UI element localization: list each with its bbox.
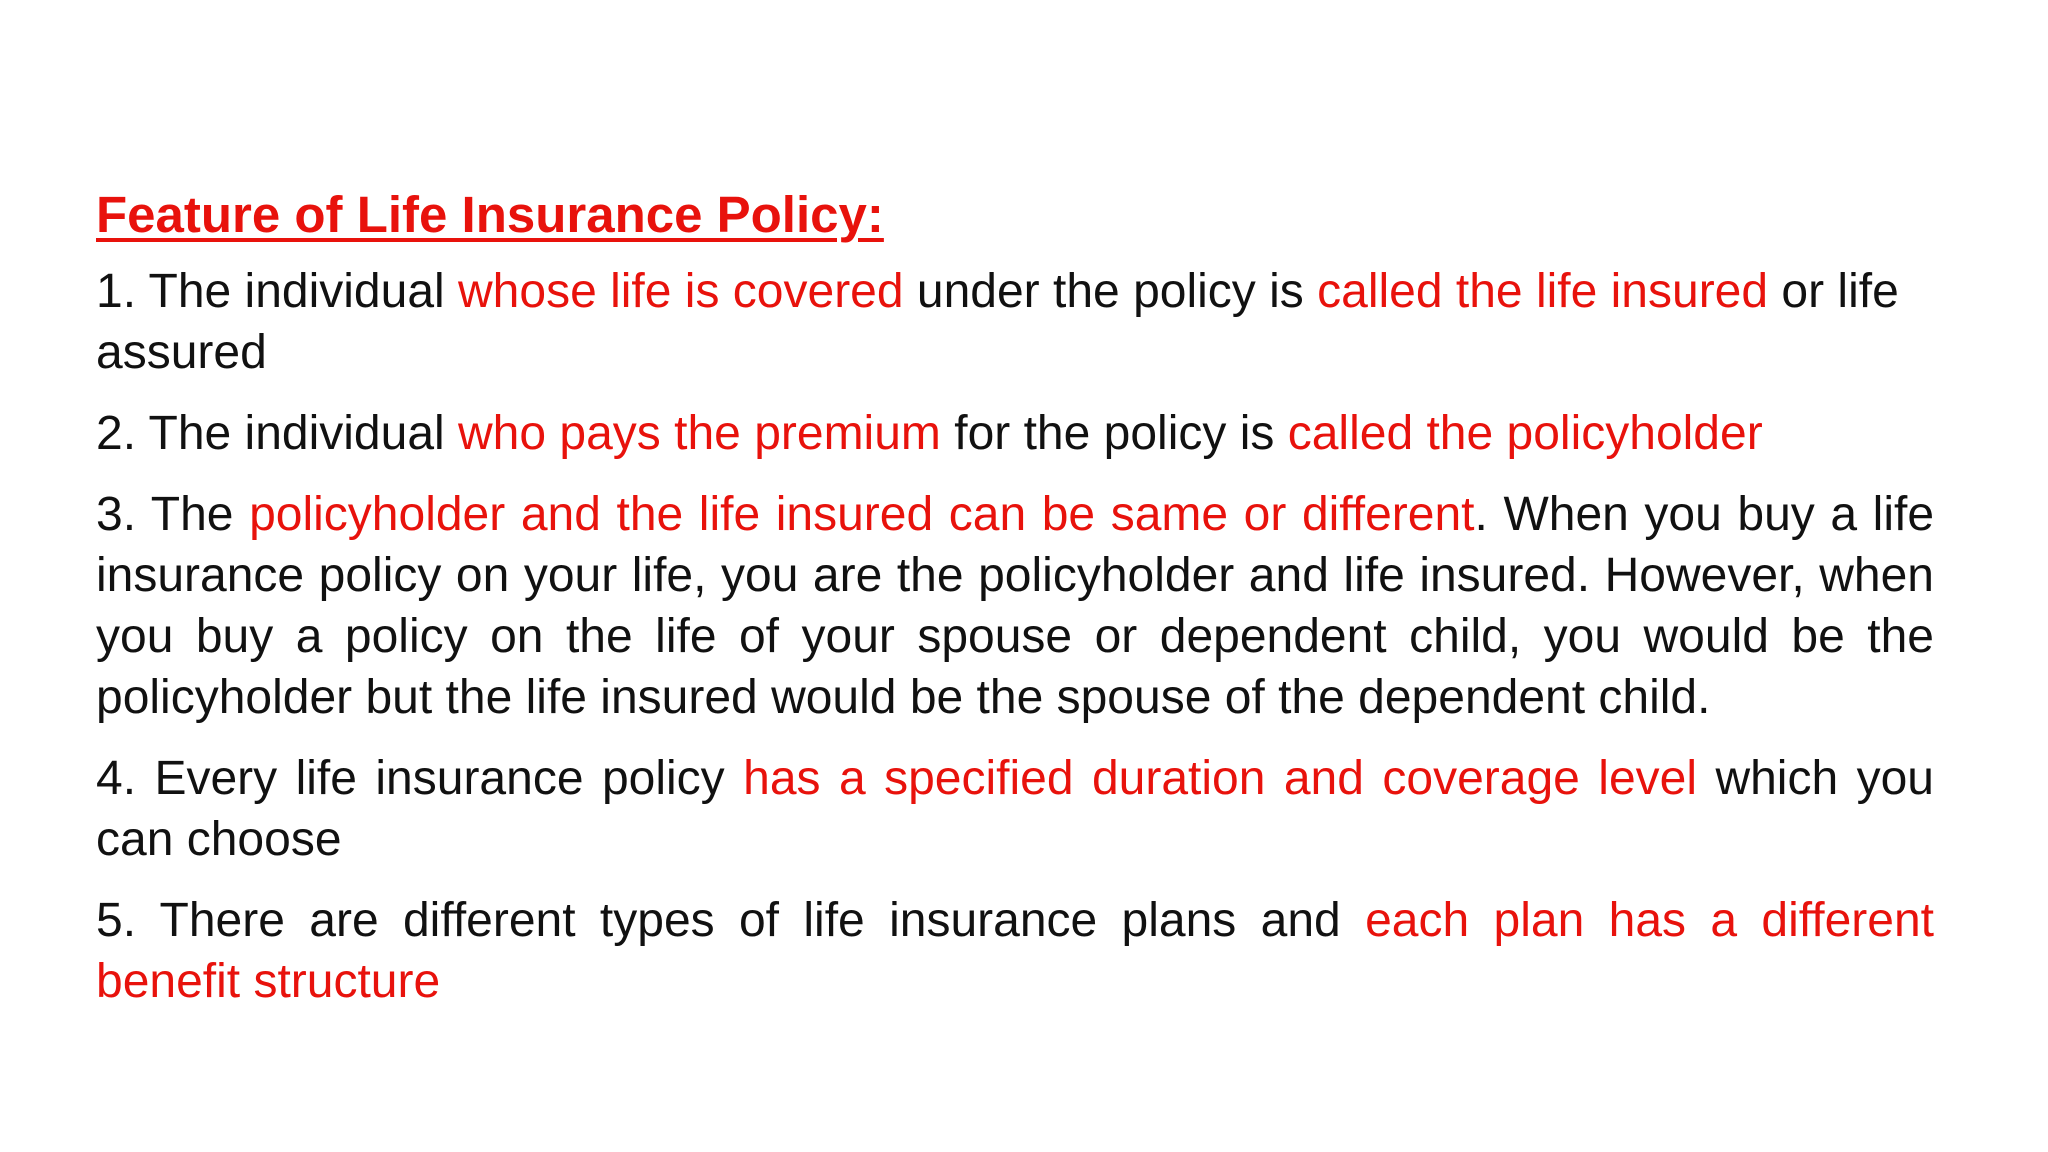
point-number: 2. [96,407,149,461]
point-text: or life assured [96,265,1899,380]
point-text: for the policy is [940,407,1288,461]
slide-content [96,184,1934,1032]
point-2 [96,403,1934,464]
point-highlight: has a specified duration and coverage level [743,752,1698,806]
point-1 [96,261,1934,383]
point-text: There are different types of life insurance plans and [159,894,1366,948]
point-text: which you can choose [96,752,1934,867]
point-text: The individual [148,265,459,319]
point-number: 5. [96,894,160,948]
point-highlight: policyholder and the life insured can be same or different [249,488,1475,542]
point-highlight: each plan has a different benefit structure [96,894,1934,1009]
point-highlight: whose life is covered [458,265,904,319]
point-text: under the policy is [903,265,1318,319]
point-highlight: called the life insured [1317,265,1769,319]
point-text: . When you buy a life insurance policy on your life, you are the policyholder and life insured. However, when you buy a policy on the life of your spouse or dependent child, you would be the policyholder but the life insured would be the spouse of the dependent child. [96,488,1935,725]
point-highlight: called the policyholder [1287,407,1763,461]
point-number: 4. [96,752,155,806]
point-text: The individual [148,407,459,461]
point-3 [96,484,1934,728]
point-4 [96,748,1934,870]
point-highlight: who pays the premium [458,407,941,461]
point-text: The [150,488,250,542]
point-text: Every life insurance policy [154,752,744,806]
slide-title: Feature of Life Insurance Policy: [96,186,884,243]
point-5 [96,890,1934,1012]
point-number: 1. [96,265,149,319]
point-number: 3. [96,488,151,542]
